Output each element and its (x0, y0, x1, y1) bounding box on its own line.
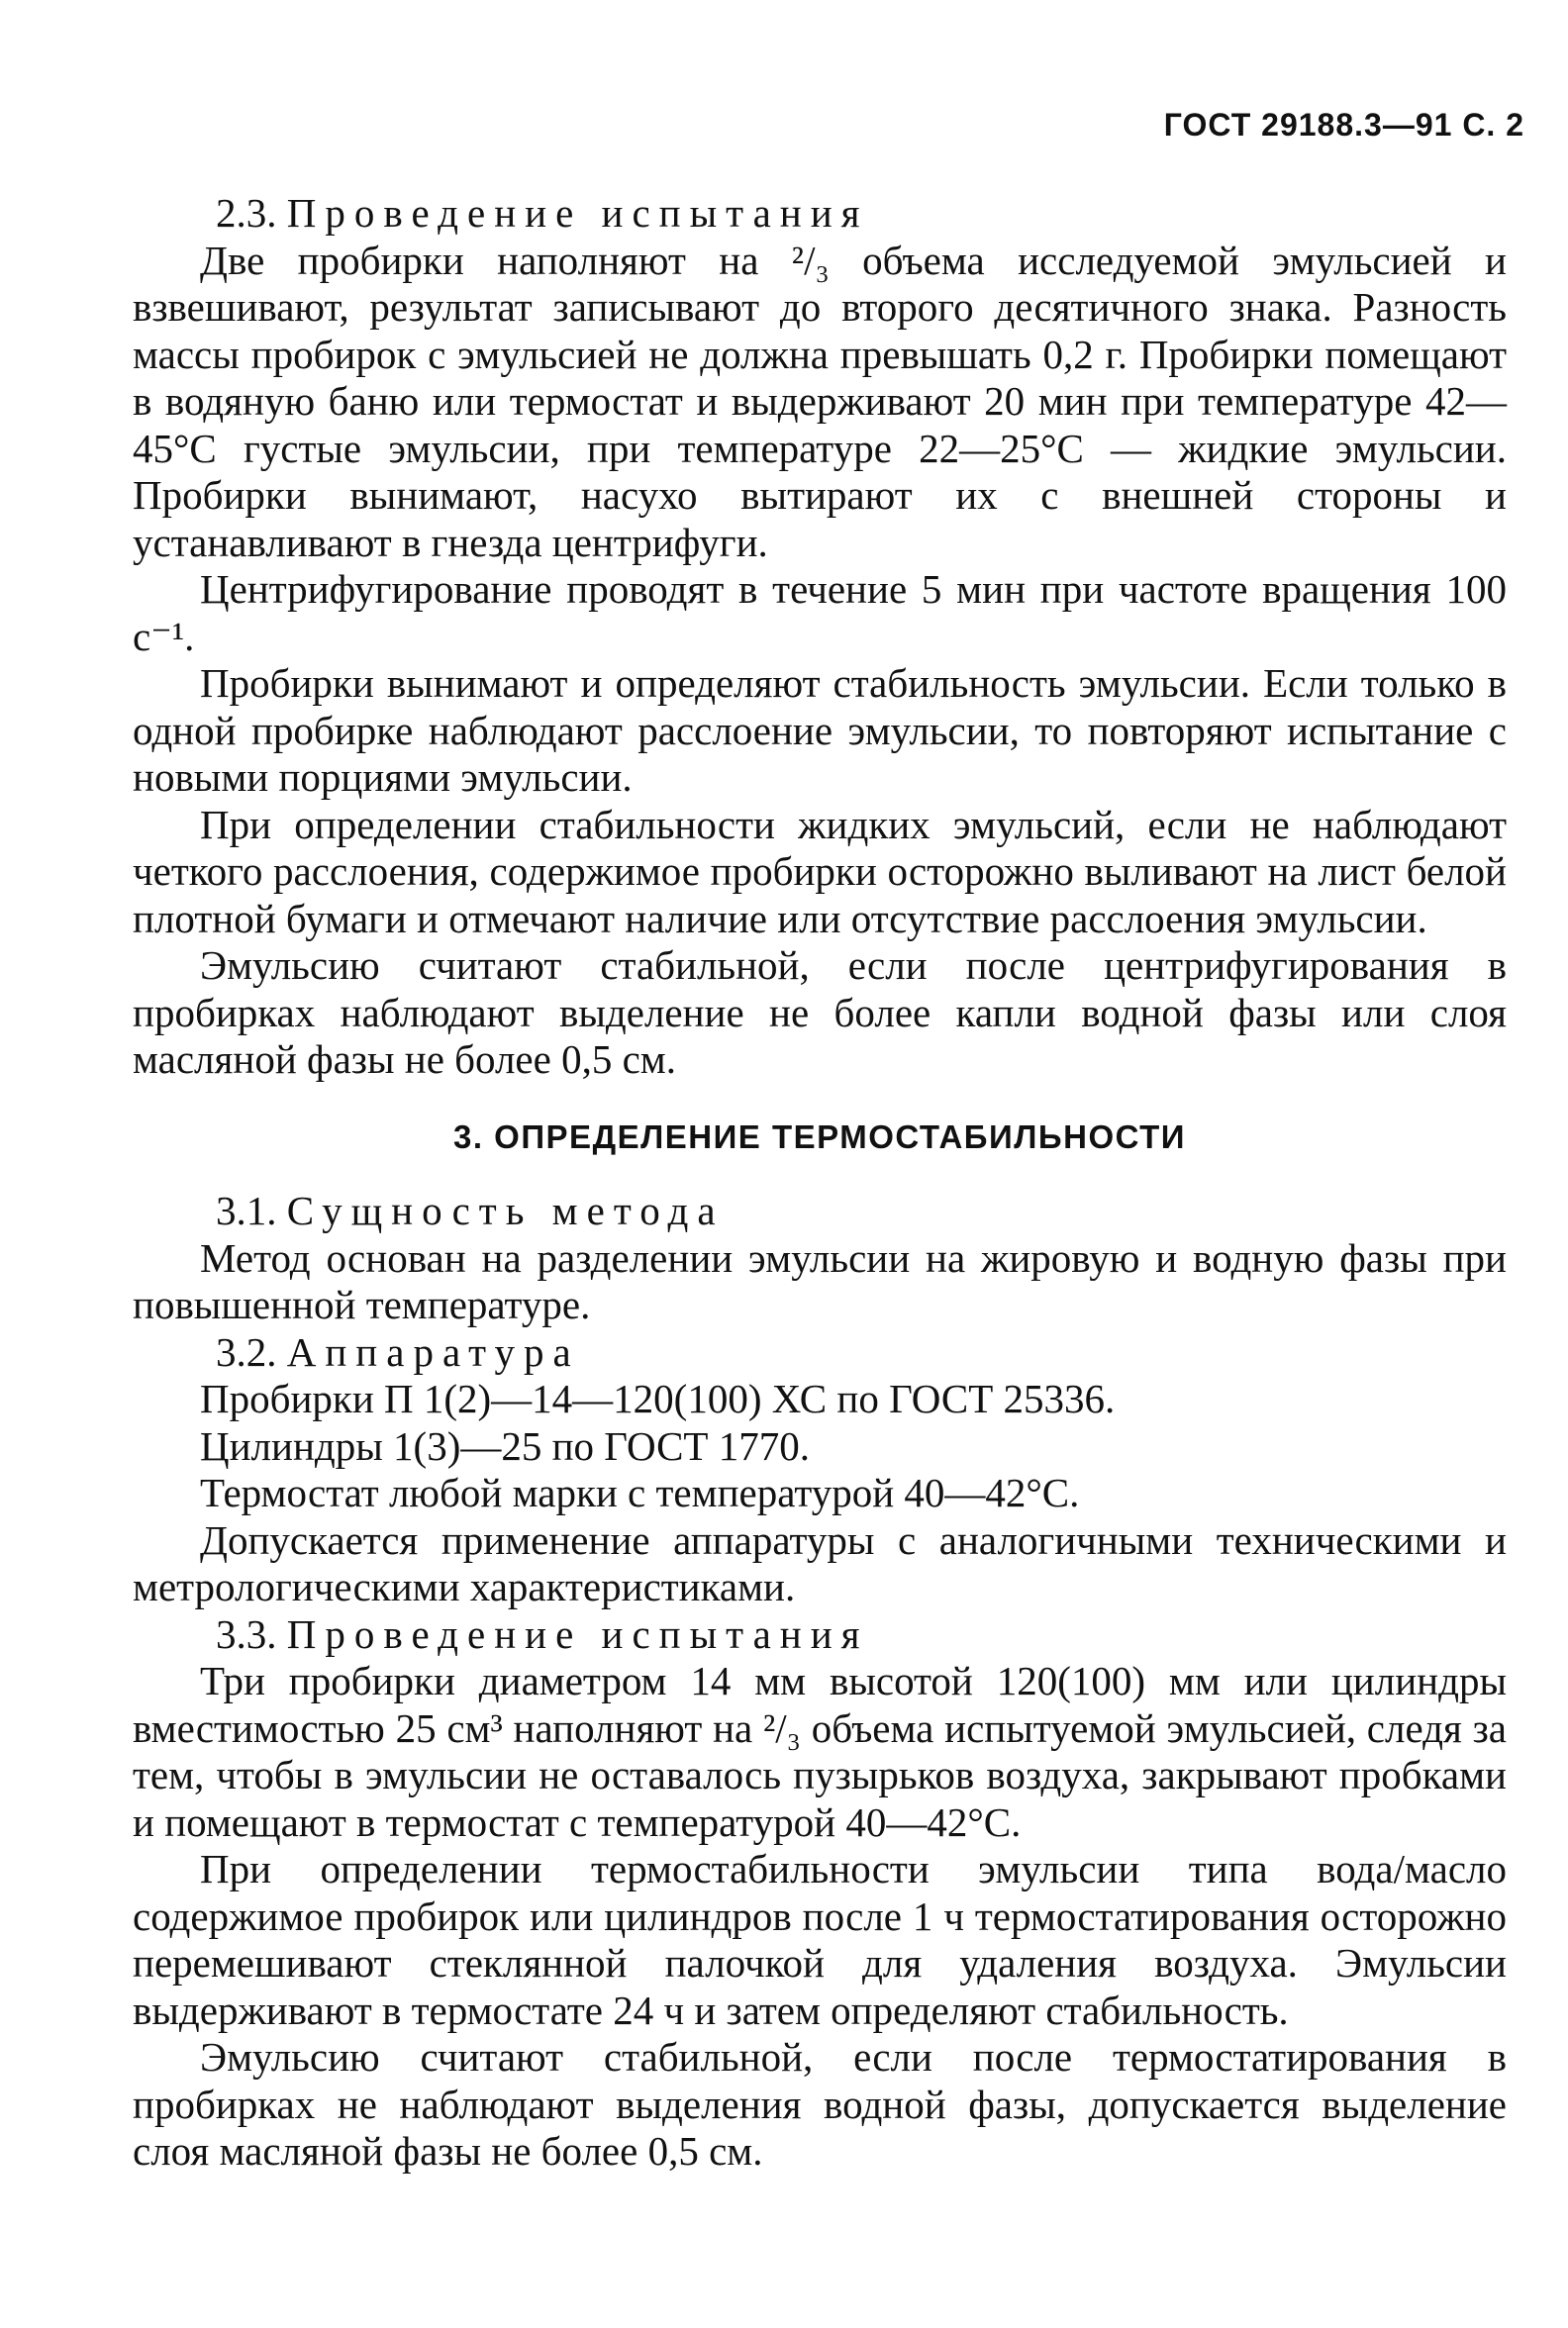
paragraph: При определении стабильности жидких эмульсий, если не наблюдают четкого расслоения, содержимое пробирки осторожно выливают на лист белой плотной бумаги и отмечают наличие или отсутствие расслоения эмульсии. (133, 801, 1507, 941)
subsection-heading-2-3 (133, 190, 1507, 238)
paragraph: Термостат любой марки с температурой 40—42°С. (200, 1470, 1080, 1515)
paragraph: Центрифугирование проводят в течение 5 мин при частоте вращения 100 с⁻¹. (133, 566, 1507, 659)
paragraph: Эмульсию считают стабильной, если после термостатирования в пробирках не наблюдают выделения водной фазы, допускается выделение слоя масляной фазы не более 0,5 см. (133, 2034, 1507, 2174)
subsection-title: Аппаратура (286, 1328, 580, 1375)
subsection-number: 3.1. (216, 1188, 277, 1233)
subsection-title: Проведение испытания (286, 190, 869, 236)
subsection-number: 2.3. (216, 190, 277, 236)
paragraph: Допускается применение аппаратуры с аналогичными техническими и метрологическими характеристиками. (133, 1516, 1507, 1609)
paragraph: Пробирки П 1(2)—14—120(100) ХС по ГОСТ 25336. (200, 1376, 1116, 1421)
subsection-number: 3.2. (216, 1328, 277, 1375)
paragraph: Пробирки вынимают и определяют стабильность эмульсии. Если только в одной пробирке наблюдают расслоение эмульсии, то повторяют испытание с новыми порциями эмульсии. (133, 660, 1507, 800)
paragraph: Две пробирки наполняют на ²/₃ объема исследуемой эмульсией и взвешивают, результат записывают до второго десятичного знака. Разность массы пробирок с эмульсией не должна превышать 0,2 г. Пробирки помещают в водяную баню или термостат и выдерживают 20 мин при температуре 42—45°С густые эмульсии, при температуре 22—25°С — жидкие эмульсии. Пробирки вынимают, насухо вытирают их с внешней стороны и устанавливают в гнезда центрифуги. (133, 237, 1507, 565)
paragraph: При определении термостабильности эмульсии типа вода/масло содержимое пробирок или цилиндров после 1 ч термостатирования осторожно перемешивают стеклянной палочкой для удаления воздуха. Эмульсии выдерживают в термостате 24 ч и затем определяют стабильность. (133, 1846, 1507, 2033)
paragraph: Метод основан на разделении эмульсии на жировую и водную фазы при повышенной температуре. (133, 1234, 1507, 1327)
running-header: ГОСТ 29188.3—91 С. 2 (1163, 107, 1524, 143)
paragraph: Эмульсию считают стабильной, если после центрифугирования в пробирках наблюдают выделение не более капли водной фазы или слоя масляной фазы не более 0,5 см. (133, 942, 1507, 1082)
subsection-title: Сущность метода (286, 1188, 725, 1233)
subsection-heading-3-1 (133, 1188, 1507, 1235)
paragraph: Три пробирки диаметром 14 мм высотой 120(100) мм или цилиндры вместимостью 25 см³ наполняют на ²/₃ объема испытуемой эмульсией, следя за тем, чтобы в эмульсии не оставалось пузырьков воздуха, закрывают пробками и помещают в термостат с температурой 40—42°С. (133, 1658, 1507, 1845)
subsection-heading-3-2 (133, 1329, 1507, 1377)
document-body (133, 190, 1507, 2176)
subsection-number: 3.3. (216, 1610, 277, 1657)
section-title: 3. ОПРЕДЕЛЕНИЕ ТЕРМОСТАБИЛЬНОСТИ (452, 1117, 1187, 1155)
paragraph: Цилиндры 1(3)—25 по ГОСТ 1770. (200, 1422, 810, 1469)
subsection-title: Проведение испытания (286, 1610, 869, 1657)
subsection-heading-3-3 (133, 1611, 1507, 1659)
